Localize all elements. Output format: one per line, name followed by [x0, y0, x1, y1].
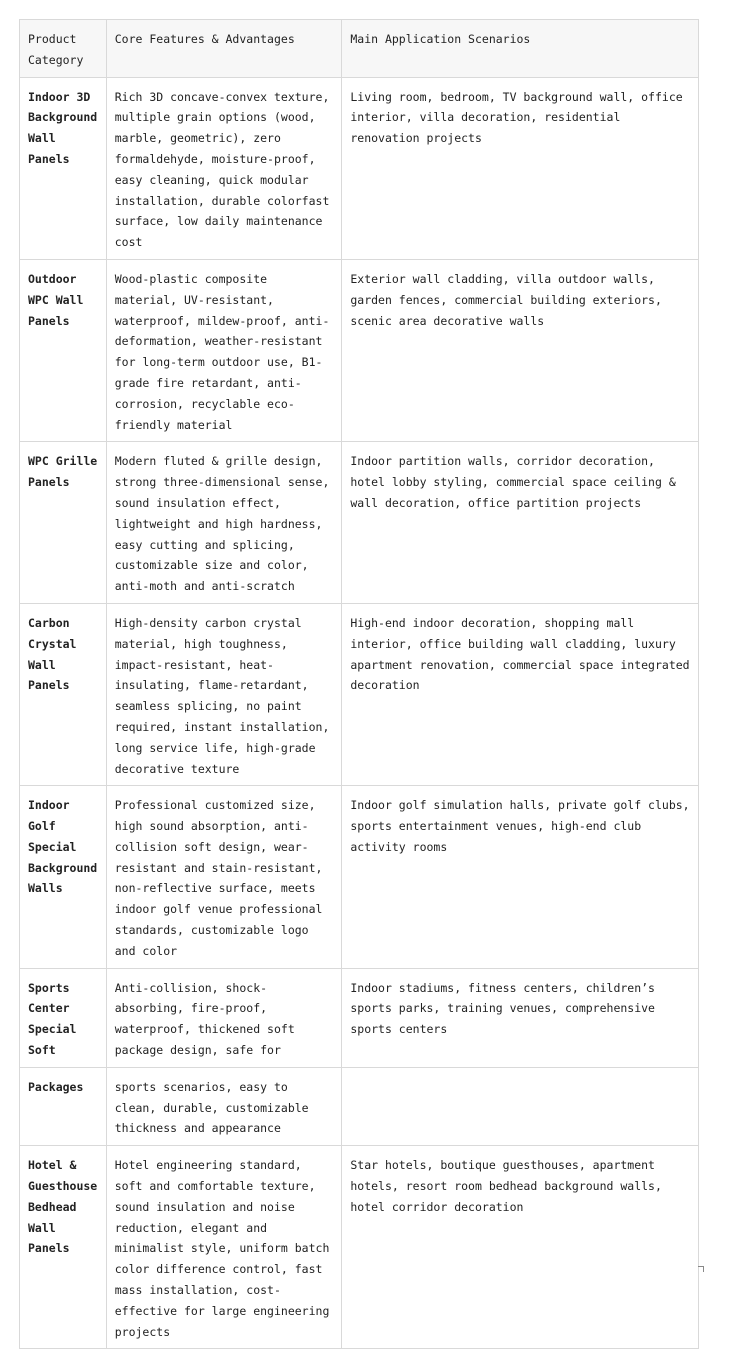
product-category-cell: Packages — [20, 1067, 107, 1145]
features-cell: Professional customized size, high sound absorption, anti-collision soft design, wear-resistant and stain-resistant, non-reflective surface, meets indoor golf venue professional standards, customizable logo and color — [106, 786, 342, 968]
resize-corner-icon — [698, 1266, 704, 1272]
features-cell: sports scenarios, easy to clean, durable, customizable thickness and appearance — [106, 1067, 342, 1145]
product-category-cell: Hotel & Guesthouse Bedhead Wall Panels — [20, 1146, 107, 1349]
features-cell: Hotel engineering standard, soft and comfortable texture, sound insulation and noise reduction, elegant and minimalist style, uniform batch color difference control, fast mass installation, cost-effective for large engineering projects — [106, 1146, 342, 1349]
applications-cell: Living room, bedroom, TV background wall, office interior, villa decoration, residential renovation projects — [342, 77, 699, 259]
applications-cell: Indoor stadiums, fitness centers, children’s sports parks, training venues, comprehensive sports centers — [342, 968, 699, 1067]
applications-cell: Star hotels, boutique guesthouses, apartment hotels, resort room bedhead background walls, hotel corridor decoration — [342, 1146, 699, 1349]
table-header-row — [20, 20, 699, 78]
product-category-cell: Indoor Golf Special Background Walls — [20, 786, 107, 968]
applications-cell: Indoor golf simulation halls, private golf clubs, sports entertainment venues, high-end club activity rooms — [342, 786, 699, 968]
header-application-scenarios: Main Application Scenarios — [342, 20, 699, 78]
header-product-category: Product Category — [20, 20, 107, 78]
product-table — [19, 19, 699, 1349]
table-row — [20, 1146, 699, 1349]
applications-cell — [342, 1067, 699, 1145]
features-cell: Wood-plastic composite material, UV-resistant, waterproof, mildew-proof, anti-deformation, weather-resistant for long-term outdoor use, B1-grade fire retardant, anti-corrosion, recyclable eco-friendly material — [106, 259, 342, 441]
applications-cell: High-end indoor decoration, shopping mall interior, office building wall cladding, luxury apartment renovation, commercial space integrated decoration — [342, 603, 699, 785]
product-category-cell: WPC Grille Panels — [20, 442, 107, 604]
product-category-cell: Indoor 3D Background Wall Panels — [20, 77, 107, 259]
table-row — [20, 1067, 699, 1145]
product-category-cell: Carbon Crystal Wall Panels — [20, 603, 107, 785]
table-row — [20, 603, 699, 785]
applications-cell: Indoor partition walls, corridor decoration, hotel lobby styling, commercial space ceiling & wall decoration, office partition projects — [342, 442, 699, 604]
applications-cell: Exterior wall cladding, villa outdoor walls, garden fences, commercial building exteriors, scenic area decorative walls — [342, 259, 699, 441]
table-row — [20, 442, 699, 604]
product-category-cell: Sports Center Special Soft — [20, 968, 107, 1067]
table-row — [20, 259, 699, 441]
features-cell: Anti-collision, shock-absorbing, fire-proof, waterproof, thickened soft package design, safe for — [106, 968, 342, 1067]
header-core-features: Core Features & Advantages — [106, 20, 342, 78]
table-row — [20, 786, 699, 968]
features-cell: Rich 3D concave-convex texture, multiple grain options (wood, marble, geometric), zero formaldehyde, moisture-proof, easy cleaning, quick modular installation, durable colorfast surface, low daily maintenance cost — [106, 77, 342, 259]
table-row — [20, 77, 699, 259]
features-cell: High-density carbon crystal material, high toughness, impact-resistant, heat-insulating, flame-retardant, seamless splicing, no paint required, instant installation, long service life, high-grade decorative texture — [106, 603, 342, 785]
product-category-cell: Outdoor WPC Wall Panels — [20, 259, 107, 441]
table-row — [20, 968, 699, 1067]
features-cell: Modern fluted & grille design, strong three-dimensional sense, sound insulation effect, lightweight and high hardness, easy cutting and splicing, customizable size and color, anti-moth and anti-scratch — [106, 442, 342, 604]
